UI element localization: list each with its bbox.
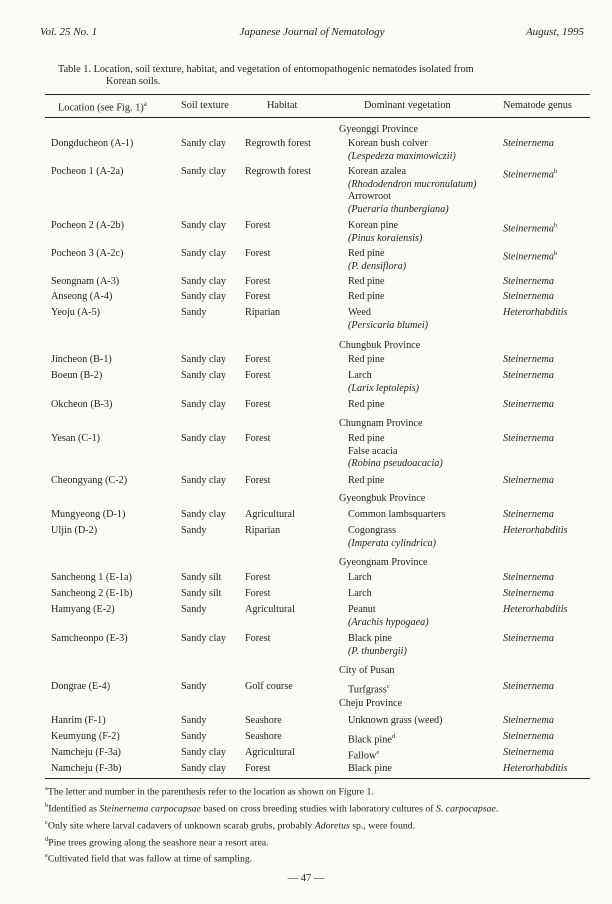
scientific-name: (Pinus koraiensis)	[348, 232, 423, 244]
scientific-name: (P. densiflora)	[348, 260, 407, 272]
header-date: August, 1995	[525, 26, 584, 38]
habitat-cell: Golf course	[245, 681, 293, 692]
scientific-name: (Pueraria thunbergiana)	[348, 203, 449, 215]
location-cell: Anseong (A-4)	[51, 291, 113, 302]
soil-cell: Sandy clay	[181, 763, 226, 774]
vegetation-cell	[348, 433, 443, 471]
genus-cell: Steinernema	[503, 138, 554, 149]
soil-cell: Sandy silt	[181, 588, 222, 599]
common-name: Red pine	[348, 276, 385, 287]
location-cell: Hamyang (E-2)	[51, 604, 115, 615]
vegetation-cell	[348, 370, 419, 395]
table-bottom-rule	[45, 778, 590, 779]
genus-cell: Heterorhabditis	[503, 307, 568, 318]
habitat-cell: Regrowth forest	[245, 138, 311, 149]
common-name: Larch	[348, 572, 372, 583]
scientific-name: (Robina pseudoacacia)	[348, 458, 443, 469]
soil-cell: Sandy clay	[181, 138, 226, 149]
genus-cell: Steinernema	[503, 731, 554, 742]
header-bottom-rule	[45, 117, 590, 118]
common-name: Cogongrass	[348, 525, 397, 536]
caption-line-1: Location, soil texture, habitat, and vegetation of entomopathogenic nematodes isolated from	[93, 64, 474, 75]
soil-cell: Sandy clay	[181, 433, 226, 444]
habitat-cell: Seashore	[245, 715, 282, 726]
vegetation-cell	[348, 681, 390, 697]
scientific-name: (Lespedeza maximowiczii)	[348, 150, 456, 162]
vegetation-cell	[348, 763, 392, 776]
common-name: Turfgrass$^c$	[348, 683, 390, 696]
habitat-cell: Regrowth forest	[245, 166, 311, 177]
common-name: Korean bush colver	[348, 138, 428, 149]
habitat-cell: Forest	[245, 354, 271, 365]
location-cell: Pocheon 1 (A-2a)	[51, 166, 124, 177]
soil-cell: Sandy	[181, 604, 207, 615]
genus-cell: Steinernema	[503, 681, 554, 692]
footnote-c: $^c$Only site where larval cadavers of unknown scarab grubs, probably Adoretus sp., were found.	[45, 818, 416, 831]
location-cell: Pocheon 3 (A-2c)	[51, 248, 124, 259]
soil-cell: Sandy clay	[181, 399, 226, 410]
vegetation-cell	[348, 525, 436, 550]
soil-cell: Sandy	[181, 681, 207, 692]
common-name: Black pine$^d$	[348, 733, 396, 746]
habitat-cell: Forest	[245, 588, 271, 599]
habitat-cell: Forest	[245, 220, 271, 231]
vegetation-cell	[348, 399, 385, 412]
common-name: Black pine	[348, 633, 392, 644]
soil-cell: Sandy	[181, 715, 207, 726]
genus-cell: Steinernema	[503, 509, 554, 520]
vegetation-cell	[348, 604, 429, 629]
footnote-e: $^e$Cultivated field that was fallow at time of sampling.	[45, 852, 253, 865]
habitat-cell: Forest	[245, 763, 271, 774]
location-cell: Dongrae (E-4)	[51, 681, 111, 692]
habitat-cell: Agricultural	[245, 604, 295, 615]
soil-cell: Sandy clay	[181, 276, 226, 287]
soil-cell: Sandy	[181, 307, 207, 318]
common-name: False acacia	[348, 445, 398, 457]
table-top-rule	[45, 94, 590, 95]
habitat-cell: Forest	[245, 248, 271, 259]
common-name: Peanut	[348, 604, 376, 615]
location-cell: Yesan (C-1)	[51, 433, 101, 444]
location-cell: Jincheon (B-1)	[51, 354, 112, 365]
footnotes	[45, 782, 600, 866]
soil-cell: Sandy clay	[181, 633, 226, 644]
common-name: Weed	[348, 307, 371, 318]
page-number: — 47 —	[287, 873, 325, 884]
habitat-cell: Forest	[245, 399, 271, 410]
habitat-cell: Riparian	[245, 525, 281, 536]
genus-cell: Steinernema	[503, 291, 554, 302]
soil-cell: Sandy clay	[181, 291, 226, 302]
common-name: Red pine	[348, 291, 385, 302]
common-name: Larch	[348, 588, 372, 599]
vegetation-cell	[348, 220, 422, 245]
location-cell: Keumyung (F-2)	[51, 731, 120, 742]
common-name: Arrowroot	[348, 191, 392, 202]
common-name: Red pine	[348, 399, 385, 410]
habitat-cell: Forest	[245, 370, 271, 381]
common-name: Red pine	[348, 248, 385, 259]
header-journal: Japanese Journal of Nematology	[239, 26, 385, 38]
vegetation-cell	[348, 354, 385, 367]
common-name: Red pine	[348, 475, 385, 486]
habitat-cell: Forest	[245, 276, 271, 287]
genus-cell: Steinernema$^b$	[503, 250, 558, 263]
footnote-mark: c	[386, 683, 390, 690]
province-heading: City of Pusan	[339, 665, 395, 676]
common-name: Common lambsquarters	[348, 509, 446, 520]
common-name: Larch	[348, 370, 372, 381]
col-header-habitat: Habitat	[267, 100, 298, 111]
vegetation-cell	[348, 291, 385, 304]
location-cell: Pocheon 2 (A-2b)	[51, 220, 124, 231]
province-heading: Cheju Province	[339, 698, 403, 709]
genus-cell: Steinernema	[503, 715, 554, 726]
common-name: Red pine	[348, 433, 385, 444]
location-cell: Namcheju (F-3b)	[51, 763, 122, 774]
location-cell: Samcheonpo (E-3)	[51, 633, 128, 644]
habitat-cell: Forest	[245, 291, 271, 302]
soil-cell: Sandy clay	[181, 370, 226, 381]
habitat-cell: Agricultural	[245, 747, 295, 758]
habitat-cell: Forest	[245, 433, 271, 444]
province-heading: Gyeonggi Province	[339, 124, 418, 135]
genus-cell: Steinernema	[503, 747, 554, 758]
vegetation-cell	[348, 307, 428, 332]
scientific-name: (Arachis hypogaea)	[348, 616, 429, 628]
habitat-cell: Forest	[245, 475, 271, 486]
footnote-b: $^b$Identified as Steinernema carpocapsae based on cross breeding studies with laboratory cultures of S. carpocapsae.	[45, 801, 499, 815]
genus-cell: Steinernema	[503, 370, 554, 381]
common-name: Fallow$^e$	[348, 749, 380, 762]
footnote-mark: b	[553, 222, 558, 229]
genus-cell: Heterorhabditis	[503, 525, 568, 536]
vegetation-cell	[348, 166, 477, 216]
footnote-mark: d	[391, 733, 396, 740]
location-cell: Sancheong 1 (E-1a)	[51, 572, 132, 583]
soil-cell: Sandy clay	[181, 248, 226, 259]
soil-cell: Sandy silt	[181, 572, 222, 583]
location-cell: Namcheju (F-3a)	[51, 747, 121, 758]
genus-cell: Steinernema	[503, 399, 554, 410]
common-name: Korean azalea	[348, 166, 406, 177]
soil-cell: Sandy	[181, 731, 207, 742]
habitat-cell: Forest	[245, 572, 271, 583]
scientific-name: (Persicaria blumei)	[348, 319, 429, 331]
location-cell: Yeoju (A-5)	[51, 307, 101, 318]
vegetation-cell	[348, 747, 379, 763]
location-cell: Seongnam (A-3)	[51, 276, 120, 287]
location-cell: Okcheon (B-3)	[51, 399, 113, 410]
table-caption	[58, 64, 588, 88]
vegetation-cell	[348, 475, 385, 488]
col-header-soil: Soil texture	[181, 100, 229, 111]
soil-cell: Sandy clay	[181, 166, 226, 177]
location-cell: Cheongyang (C-2)	[51, 475, 128, 486]
location-cell: Boeun (B-2)	[51, 370, 103, 381]
genus-cell: Steinernema$^b$	[503, 222, 558, 235]
footnote-mark: b	[553, 168, 558, 175]
habitat-cell: Agricultural	[245, 509, 295, 520]
vegetation-cell	[348, 509, 446, 522]
province-heading: Chungbuk Province	[339, 340, 421, 351]
footnote-a: $^a$The letter and number in the parenthesis refer to the location as shown on Figure 1.	[45, 785, 374, 798]
col-header-vegetation: Dominant vegetation	[364, 100, 451, 111]
header-volume: Vol. 25 No. 1	[40, 26, 98, 38]
caption-line-2: Korean soils.	[106, 76, 161, 87]
scientific-name: (Imperata cylindrica)	[348, 537, 436, 549]
soil-cell: Sandy clay	[181, 220, 226, 231]
genus-cell: Steinernema	[503, 633, 554, 644]
footnote-mark: e	[376, 749, 380, 756]
habitat-cell: Riparian	[245, 307, 281, 318]
location-cell: Dongducheon (A-1)	[51, 138, 134, 149]
common-name: Korean pine	[348, 220, 399, 231]
soil-cell: Sandy clay	[181, 747, 226, 758]
location-cell: Sancheong 2 (E-1b)	[51, 588, 133, 599]
location-cell: Hanrim (F-1)	[51, 715, 106, 726]
vegetation-cell	[348, 731, 395, 747]
vegetation-cell	[348, 248, 406, 273]
genus-cell: Heterorhabditis	[503, 604, 568, 615]
location-cell: Uljin (D-2)	[51, 525, 98, 536]
scientific-name: (Larix leptolepis)	[348, 382, 420, 394]
province-heading: Chungnam Province	[339, 418, 423, 429]
genus-cell: Steinernema	[503, 276, 554, 287]
col-header-genus: Nematode genus	[503, 100, 572, 111]
footnote-mark: b	[553, 250, 558, 257]
habitat-cell: Seashore	[245, 731, 282, 742]
location-cell: Mungyeong (D-1)	[51, 509, 126, 520]
scientific-name: (Rhododendron mucronulatum)	[348, 178, 477, 190]
col-header-location: Location (see Fig. 1)$^a$	[58, 100, 147, 114]
genus-cell: Steinernema	[503, 433, 554, 444]
table-label: Table 1.	[58, 64, 92, 75]
soil-cell: Sandy	[181, 525, 207, 536]
province-heading: Gyeongbuk Province	[339, 493, 426, 504]
genus-cell: Steinernema$^b$	[503, 168, 558, 181]
footnote-d: $^d$Pine trees growing along the seashore near a resort area.	[45, 835, 269, 848]
soil-cell: Sandy clay	[181, 354, 226, 365]
province-heading: Gyeongnam Province	[339, 557, 428, 568]
common-name: Unknown grass (weed)	[348, 715, 443, 726]
soil-cell: Sandy clay	[181, 475, 226, 486]
soil-cell: Sandy clay	[181, 509, 226, 520]
common-name: Black pine	[348, 763, 392, 774]
vegetation-cell	[348, 572, 372, 585]
scientific-name: (P. thunbergii)	[348, 645, 407, 657]
vegetation-cell	[348, 588, 372, 601]
vegetation-cell	[348, 138, 456, 163]
genus-cell: Steinernema	[503, 572, 554, 583]
running-header	[40, 26, 584, 42]
vegetation-cell	[348, 276, 385, 289]
habitat-cell: Forest	[245, 633, 271, 644]
common-name: Red pine	[348, 354, 385, 365]
genus-cell: Steinernema	[503, 354, 554, 365]
vegetation-cell	[348, 633, 407, 658]
vegetation-cell	[348, 715, 443, 728]
genus-cell: Steinernema	[503, 588, 554, 599]
genus-cell: Heterorhabditis	[503, 763, 568, 774]
genus-cell: Steinernema	[503, 475, 554, 486]
